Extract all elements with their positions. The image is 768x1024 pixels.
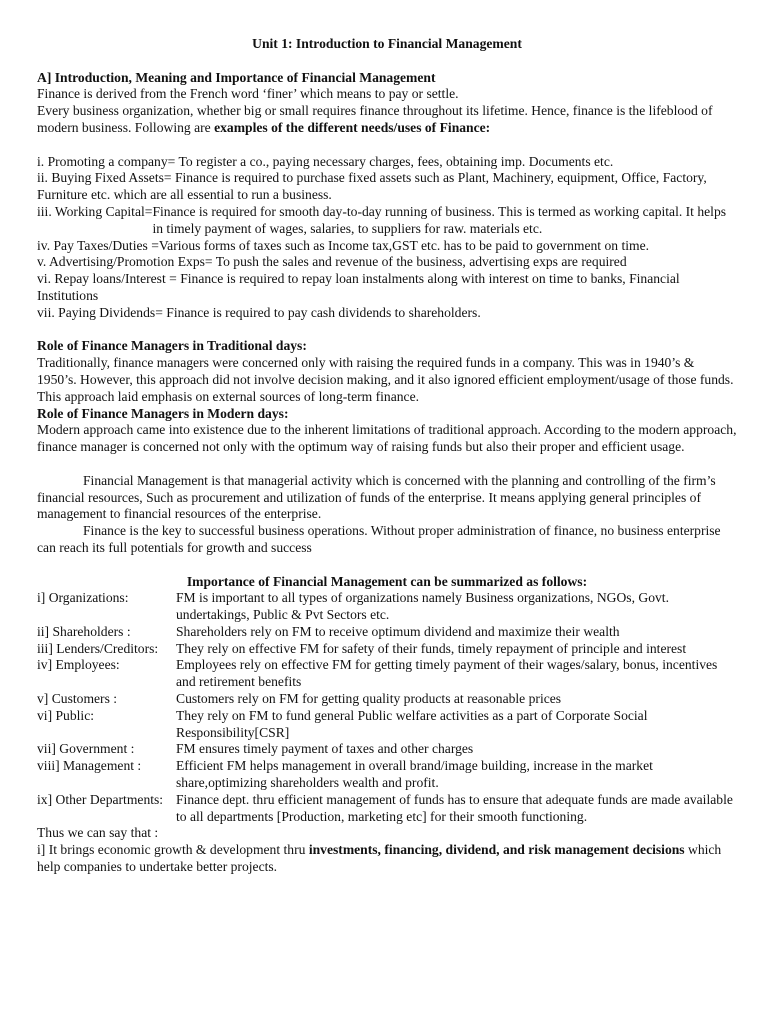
importance-label: vii] Government : [37, 741, 135, 757]
conclusion-lead: Thus we can say that : [37, 825, 159, 841]
list-item [37, 741, 737, 758]
importance-label: vi] Public: [37, 707, 95, 723]
use-label: iii. Working Capital= [37, 203, 153, 219]
importance-text: They rely on FM to fund general Public welfare activities as a part of Corporate Social Responsibility[CSR] [176, 707, 648, 740]
traditional-heading: Role of Finance Managers in Traditional days: [37, 338, 307, 354]
use-label: v. Advertising/Promotion Exps= [37, 254, 216, 270]
importance-text: Finance dept. thru efficient management of funds has to ensure that adequate funds are made available to all departments [Production, marketing etc] for their smooth functioning. [176, 791, 733, 824]
modern-heading: Role of Finance Managers in Modern days: [37, 405, 289, 421]
list-item [37, 758, 737, 792]
use-text: To register a co., paying necessary charges, fees, obtaining imp. Documents etc. [178, 153, 614, 169]
list-item [37, 154, 737, 171]
fm-definition-paragraph: Financial Management is that managerial activity which is concerned with the planning and controlling of the firm’s financial resources, Such as procurement and utilization of funds of the enterprise. It means applying general principles of management to financial resources of the enterprise. [37, 472, 716, 522]
document-page [37, 36, 737, 876]
importance-text: Customers rely on FM for getting quality products at reasonable prices [176, 691, 562, 707]
importance-list [37, 590, 737, 825]
lifeblood-text: Every business organization, whether big or small requires finance throughout its lifetime. Hence, finance is the lifeblood of modern business. Following are [37, 103, 713, 135]
finance-definition-paragraph: Finance is derived from the French word ‘finer’ which means to pay or settle. [37, 86, 459, 102]
list-item [37, 305, 737, 322]
list-item [37, 792, 737, 826]
list-item [37, 170, 737, 204]
list-item [37, 271, 737, 305]
use-label: vii. Paying Dividends= [37, 304, 167, 320]
list-item [37, 641, 737, 658]
conclusion-bold: investments, financing, dividend, and risk management decisions [308, 842, 685, 858]
lifeblood-paragraph [37, 103, 737, 137]
importance-text: Efficient FM helps management in overall brand/image building, increase in the market share,optimizing shareholders wealth and profit. [176, 758, 653, 791]
importance-label: viii] Management : [37, 758, 142, 774]
list-item [37, 590, 737, 624]
conclusion-prefix: i] It brings economic growth & development thru [37, 842, 309, 858]
importance-text: FM ensures timely payment of taxes and other charges [176, 741, 474, 757]
conclusion-paragraph [37, 842, 737, 876]
traditional-paragraph: Traditionally, finance managers were concerned only with raising the required funds in a company. This was in 1940’s & 1950’s. However, this approach did not involve decision making, and it also ignored efficient employment/usage of those funds. This approach laid emphasis on external sources of long-term finance. [37, 355, 734, 404]
use-label: ii. Buying Fixed Assets= [37, 170, 175, 186]
importance-label: iii] Lenders/Creditors: [37, 640, 159, 656]
conclusion-suffix: which help companies to undertake better projects. [37, 842, 722, 875]
list-item [37, 624, 737, 641]
importance-label: i] Organizations: [37, 590, 129, 606]
importance-text: FM is important to all types of organizations namely Business organizations, NGOs, Govt. undertakings, Public & Pvt Sectors etc. [176, 590, 669, 623]
list-item [37, 657, 737, 691]
use-label: vi. Repay loans/Interest = [37, 271, 181, 287]
importance-text: Shareholders rely on FM to receive optimum dividend and maximize their wealth [176, 623, 620, 639]
use-text: Finance is required to repay loan instalments along with interest on time to banks, Financial Institutions [37, 271, 680, 303]
list-item [37, 204, 737, 238]
importance-heading: Importance of Financial Management can be summarized as follows: [186, 573, 588, 589]
importance-label: ii] Shareholders : [37, 623, 131, 639]
importance-text: They rely on effective FM for safety of their funds, timely repayment of principle and interest [176, 640, 687, 656]
importance-text: Employees rely on effective FM for getting timely payment of their wages/salary, bonus, incentives and retirement benefits [176, 657, 718, 690]
list-item [37, 708, 737, 742]
uses-list [37, 154, 737, 322]
use-text: Finance is required to pay cash dividends to shareholders. [166, 304, 481, 320]
use-text: Finance is required for smooth day-to-day running of business. This is termed as working capital. It helps in timely payment of wages, salaries, to suppliers for raw. materials etc. [152, 203, 727, 236]
modern-paragraph: Modern approach came into existence due to the inherent limitations of traditional approach. According to the modern approach, finance manager is concerned not only with the optimum way of raising funds but also their proper and efficient usage. [37, 422, 737, 455]
list-item [37, 238, 737, 255]
importance-label: iv] Employees: [37, 657, 120, 673]
use-text: To push the sales and revenue of the business, advertising exps are required [215, 254, 627, 270]
use-text: Various forms of taxes such as Income tax,GST etc. has to be paid to government on time. [158, 237, 650, 253]
use-text: Finance is required to purchase fixed assets such as Plant, Machinery, equipment, Office, Factory, Furniture etc. which are all essential to run a business. [37, 170, 707, 203]
list-item [37, 254, 737, 271]
finance-key-paragraph: Finance is the key to successful business operations. Without proper administration of finance, no business enterprise can reach its full potentials for growth and success [37, 523, 721, 555]
section-a-heading: A] Introduction, Meaning and Importance of Financial Management [37, 69, 436, 85]
list-item [37, 691, 737, 708]
uses-lead-bold: examples of the different needs/uses of Finance: [214, 119, 491, 135]
page-title: Unit 1: Introduction to Financial Management [252, 36, 522, 51]
use-label: i. Promoting a company= [37, 153, 179, 169]
use-label: iv. Pay Taxes/Duties = [37, 237, 159, 253]
importance-label: ix] Other Departments: [37, 791, 164, 807]
importance-label: v] Customers : [37, 691, 118, 707]
